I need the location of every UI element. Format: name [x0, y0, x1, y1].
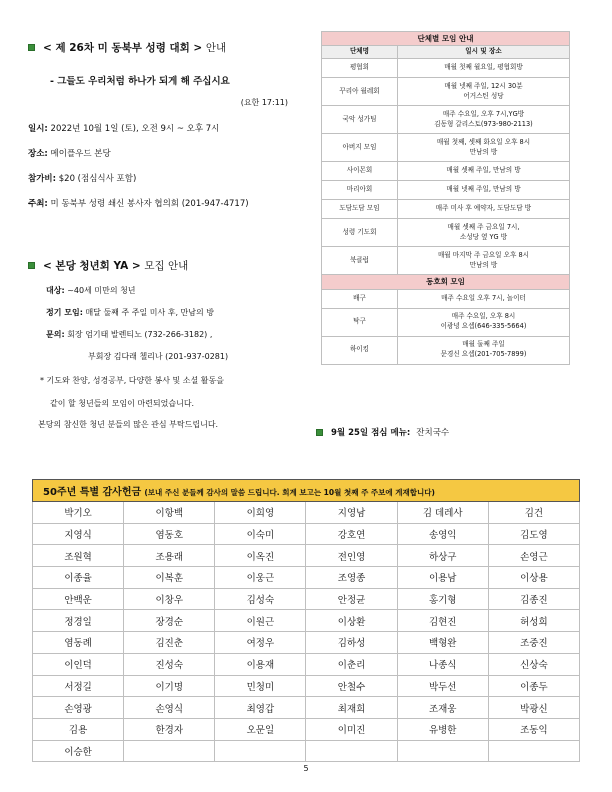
- donor-name: 이종율: [33, 567, 124, 589]
- event-reference: (요한 17:11): [240, 98, 288, 107]
- donor-name: 조원혁: [33, 545, 124, 567]
- donor-name: 김하성: [306, 632, 397, 654]
- group-schedule-line: 매월 셋째 주일, 만남의 방: [446, 166, 521, 175]
- donor-name: 이춘리: [306, 653, 397, 675]
- group-name: 꾸리아 월레회: [322, 78, 398, 106]
- donor-name: 하상구: [397, 545, 488, 567]
- group-schedule: [398, 200, 570, 219]
- donor-subtitle: (보내 주신 분들께 감사의 말씀 드립니다. 회계 보고는 10월 첫째 주 주보에 게재합니다): [144, 488, 435, 497]
- table-row: [33, 653, 580, 675]
- group-schedule-line: 매주 수요일 오후 7시, 놀이터: [441, 293, 526, 302]
- donor-name: 진성숙: [124, 653, 215, 675]
- table-row: [33, 610, 580, 632]
- donor-name: 안정균: [306, 588, 397, 610]
- bullet-square-icon: [28, 44, 35, 51]
- donor-name: 이승한: [33, 740, 124, 762]
- group-schedule-line: 매월 둘째 주일: [462, 340, 505, 349]
- youth-title: < 본당 청년회 YA >: [43, 260, 141, 272]
- table-row: [33, 740, 580, 762]
- donor-name: 최재희: [306, 697, 397, 719]
- group-schedule-line: 김동형 갈리스토(973-980-2113): [434, 119, 533, 128]
- lunch-menu-label: 9월 25일 점심 메뉴:: [331, 428, 411, 438]
- group-name: 평협회: [322, 59, 398, 78]
- donor-name: 염동호: [124, 523, 215, 545]
- donor-name: 손영근: [488, 545, 579, 567]
- group-row: [322, 308, 570, 336]
- group-schedule: [398, 106, 570, 134]
- donor-name: 장경순: [124, 610, 215, 632]
- group-schedule-line: 매주 수요일, 오후 8시: [451, 312, 516, 321]
- youth-note-2: 같이 할 청년들의 모임이 마련되었습니다.: [50, 399, 195, 408]
- group-name: 사이몬회: [322, 162, 398, 181]
- group-name: 탁구: [322, 308, 398, 336]
- donor-name: [306, 740, 397, 762]
- youth-meeting: 정기 모임: 매달 둘째 주 주일 미사 후, 만남의 방: [46, 308, 214, 317]
- donor-name: 이옥진: [215, 545, 306, 567]
- group-schedule: [398, 336, 570, 364]
- group-schedule-line: 만남의 방: [469, 147, 498, 156]
- group-name: 하이킹: [322, 336, 398, 364]
- event-title: < 제 26차 미 동북부 성령 대회 >: [43, 42, 203, 54]
- group-row: [322, 59, 570, 78]
- col-header-time: 일시 및 장소: [398, 46, 570, 59]
- donor-name: 안백운: [33, 588, 124, 610]
- youth-note: * 기도와 찬양, 성경공부, 다양한 봉사 및 소셜 활동을: [40, 376, 224, 385]
- group-meetings-table: [321, 31, 570, 365]
- group-name: 북클럽: [322, 247, 398, 275]
- youth-heading: [28, 258, 318, 273]
- donor-name: 조재웅: [397, 697, 488, 719]
- donor-name: 김 데레사: [397, 502, 488, 524]
- donor-name: 김용: [33, 718, 124, 740]
- bullet-square-icon: [28, 262, 35, 269]
- group-schedule: [398, 78, 570, 106]
- donor-name: 이희영: [215, 502, 306, 524]
- group-name: 성령 기도회: [322, 219, 398, 247]
- donor-name: 지영남: [306, 502, 397, 524]
- group-row: [322, 336, 570, 364]
- group-name: 국악 성가팀: [322, 106, 398, 134]
- group-row: [322, 78, 570, 106]
- donor-name: 허성희: [488, 610, 579, 632]
- donor-name: 김도영: [488, 523, 579, 545]
- donor-name: 민청미: [215, 675, 306, 697]
- donor-table: [32, 479, 580, 762]
- donor-name: 이기명: [124, 675, 215, 697]
- donor-name: 홍기형: [397, 588, 488, 610]
- donor-name: 이웅근: [215, 567, 306, 589]
- youth-target: 대상: ~40세 미만의 청년: [46, 286, 136, 295]
- youth-section: [28, 258, 318, 430]
- donor-name: 오문일: [215, 718, 306, 740]
- bullet-square-icon: [316, 429, 323, 436]
- group-schedule: [398, 219, 570, 247]
- group-schedule-line: 매월 마지막 주 금요일 오후 8시: [437, 250, 530, 259]
- group-name: 아버지 모임: [322, 134, 398, 162]
- donor-name: 이미진: [306, 718, 397, 740]
- donor-name: 이창우: [124, 588, 215, 610]
- donor-name: 조용래: [124, 545, 215, 567]
- donor-name: 이상환: [306, 610, 397, 632]
- group-schedule-line: 만남의 방: [469, 260, 498, 269]
- donor-name: 손영식: [124, 697, 215, 719]
- table-row: [33, 502, 580, 524]
- donor-name: 이인덕: [33, 653, 124, 675]
- table-row: [33, 675, 580, 697]
- donor-name: 이복훈: [124, 567, 215, 589]
- group-table-title: 단체별 모임 안내: [322, 32, 570, 46]
- group-schedule-line: 매월 셋째 주 금요일 7시,: [447, 222, 520, 231]
- group-schedule: [398, 181, 570, 200]
- donor-name: 유병한: [397, 718, 488, 740]
- group-row: [322, 219, 570, 247]
- event-section: [28, 40, 318, 209]
- group-name: 마리아회: [322, 181, 398, 200]
- donor-name: 조동익: [488, 718, 579, 740]
- event-theme: - 그들도 우리처럼 하나가 되게 해 주십시요: [50, 76, 230, 87]
- table-row: [33, 697, 580, 719]
- donor-name: 백형완: [397, 632, 488, 654]
- group-schedule-line: 매월 넷째 주일, 만남의 방: [446, 185, 521, 194]
- group-schedule-line: 매주 미사 후 예약자, 도담도담 방: [435, 204, 532, 213]
- donor-name: 이숙미: [215, 523, 306, 545]
- donor-name: 조중진: [488, 632, 579, 654]
- group-name: 배구: [322, 289, 398, 308]
- event-place: 장소: 메이플우드 본당: [28, 149, 111, 159]
- donor-name: [124, 740, 215, 762]
- donor-name: 나종식: [397, 653, 488, 675]
- club-table-title: 동호회 모임: [322, 275, 570, 289]
- group-schedule-line: 매월 첫째 월요일, 평협회방: [444, 63, 523, 72]
- donor-name: 강호연: [306, 523, 397, 545]
- table-row: [33, 523, 580, 545]
- donor-name: 박광신: [488, 697, 579, 719]
- group-row: [322, 200, 570, 219]
- donor-name: 이항백: [124, 502, 215, 524]
- group-schedule-line: 어거스틴 성당: [463, 91, 504, 100]
- group-schedule: [398, 289, 570, 308]
- donor-name: 서정길: [33, 675, 124, 697]
- donor-name: 여정우: [215, 632, 306, 654]
- group-schedule: [398, 162, 570, 181]
- donor-name: 한경자: [124, 718, 215, 740]
- donor-name: 박기오: [33, 502, 124, 524]
- table-row: [33, 588, 580, 610]
- table-row: [33, 632, 580, 654]
- event-date: 일시: 2022년 10월 1일 (토), 오전 9시 ~ 오후 7시: [28, 124, 220, 134]
- group-schedule: [398, 308, 570, 336]
- group-schedule: [398, 247, 570, 275]
- col-header-name: 단체명: [322, 46, 398, 59]
- donor-banner: [33, 480, 580, 502]
- donor-name: 지영식: [33, 523, 124, 545]
- youth-contact: 문의: 회장 엄기태 발렌티노 (732-266-3182) ,: [46, 330, 213, 339]
- donor-name: 박두선: [397, 675, 488, 697]
- group-schedule-line: 매월 넷째 주일, 12시 30분: [444, 81, 523, 90]
- table-row: [33, 545, 580, 567]
- donor-name: [397, 740, 488, 762]
- group-schedule-line: 매주 수요일, 오후 7시,YG방: [442, 109, 525, 118]
- group-schedule-line: 문경신 요셉(201-705-7899): [440, 350, 527, 358]
- donor-name: 김성숙: [215, 588, 306, 610]
- event-title-suffix: 안내: [205, 42, 227, 54]
- group-schedule-line: 이광녕 요셉(646-335-5664): [440, 322, 527, 330]
- youth-note-3: 본당의 참신한 청년 분들의 많은 관심 부탁드립니다.: [38, 420, 219, 429]
- donor-name: 안철수: [306, 675, 397, 697]
- donor-name: 김진춘: [124, 632, 215, 654]
- donor-name: 송영익: [397, 523, 488, 545]
- donor-name: 이용재: [215, 653, 306, 675]
- donor-name: 김현진: [397, 610, 488, 632]
- group-schedule: [398, 134, 570, 162]
- donor-name: 이종두: [488, 675, 579, 697]
- group-row: [322, 134, 570, 162]
- group-schedule: [398, 59, 570, 78]
- donor-name: 이용남: [397, 567, 488, 589]
- donor-name: 신상숙: [488, 653, 579, 675]
- donor-name: [488, 740, 579, 762]
- group-schedule-line: 매월 첫째, 셋째 화요일 오후 8시: [436, 137, 531, 146]
- donor-name: 정경일: [33, 610, 124, 632]
- group-row: [322, 289, 570, 308]
- lunch-menu-value: 잔치국수: [416, 428, 450, 438]
- group-name: 도담도담 모임: [322, 200, 398, 219]
- donor-name: 조영종: [306, 567, 397, 589]
- table-row: [33, 567, 580, 589]
- group-schedule-line: 소성당 옆 YG 방: [459, 232, 508, 241]
- donor-name: 손영광: [33, 697, 124, 719]
- lunch-menu: [316, 426, 449, 438]
- table-row: [33, 718, 580, 740]
- donor-name: 김종진: [488, 588, 579, 610]
- group-row: [322, 106, 570, 134]
- page-number: 5: [303, 764, 309, 773]
- donor-name: 염동례: [33, 632, 124, 654]
- event-heading: [28, 40, 318, 55]
- donor-name: 최영갑: [215, 697, 306, 719]
- donor-name: 전인영: [306, 545, 397, 567]
- youth-title-suffix: 모집 안내: [144, 260, 189, 272]
- donor-name: 김건: [488, 502, 579, 524]
- donor-title: 50주년 특별 감사헌금: [43, 487, 142, 498]
- youth-contact-2: 부회장 김다래 첼리나 (201-937-0281): [88, 352, 229, 361]
- event-host: 주최: 미 동북부 성령 쇄신 봉사자 협의회 (201-947-4717): [28, 199, 249, 209]
- group-row: [322, 181, 570, 200]
- group-row: [322, 162, 570, 181]
- group-row: [322, 247, 570, 275]
- donor-name: [215, 740, 306, 762]
- donor-name: 이원근: [215, 610, 306, 632]
- donor-name: 이상용: [488, 567, 579, 589]
- event-fee: 참가비: $20 (점심식사 포함): [28, 174, 137, 184]
